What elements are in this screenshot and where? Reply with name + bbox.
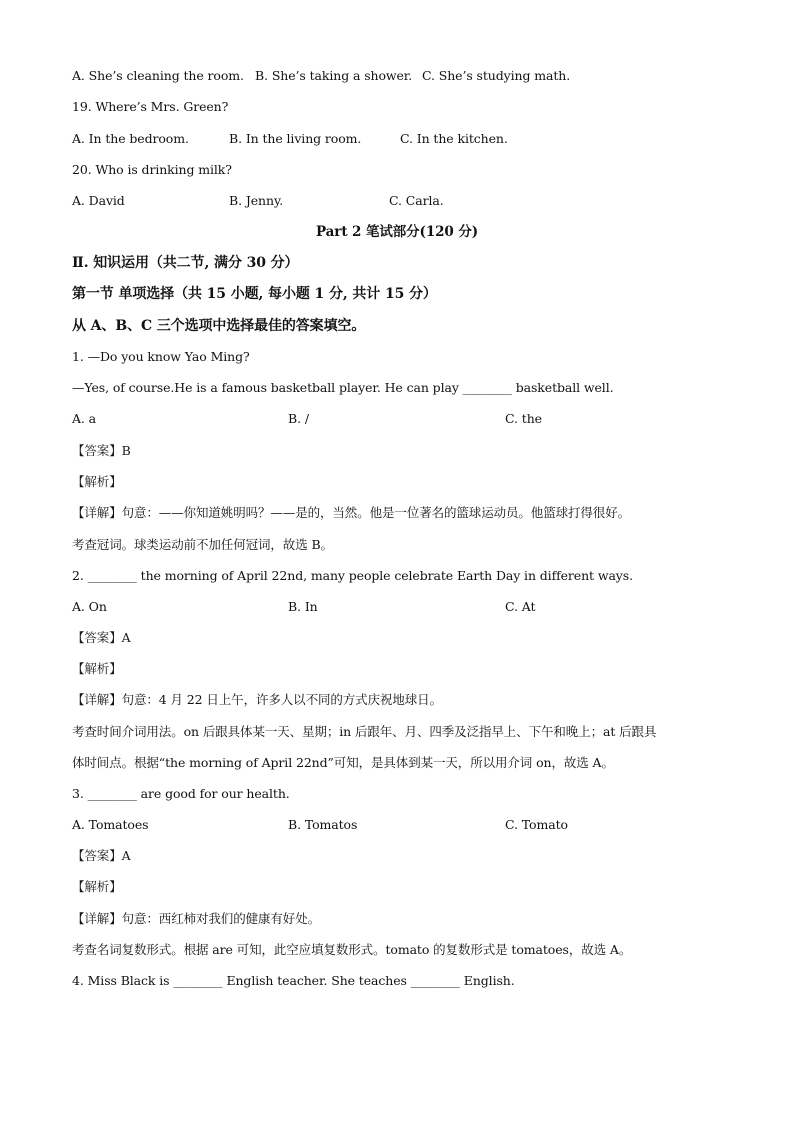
q1-detail-1: 【详解】句意：——你知道姚明吗？——是的，当然。他是一位著名的篮球运动员。他篮球打得很好。 bbox=[72, 505, 631, 520]
q2-answer: 【答案】A bbox=[72, 630, 131, 645]
part2-title: Part 2 笔试部分(120 分) bbox=[315, 224, 479, 240]
q18-options bbox=[72, 68, 732, 84]
q1-option-b: B. / bbox=[288, 411, 309, 426]
q2-option-a: A. On bbox=[72, 599, 107, 614]
q1-answer: 【答案】B bbox=[72, 443, 131, 458]
q3-line-1: 3. ________ are good for our health. bbox=[72, 786, 290, 801]
q2-analysis-label: 【解析】 bbox=[72, 661, 122, 676]
q19-option-a: A. In the bedroom. bbox=[72, 131, 189, 146]
q2-detail-2: 考查时间介词用法。on 后跟具体某一天、星期；in 后跟年、月、四季及泛指早上、下午和晚上；at 后跟具 bbox=[72, 724, 657, 739]
q2-line-1: 2. ________ the morning of April 22nd, many people celebrate Earth Day in different ways. bbox=[72, 568, 633, 583]
q1-options bbox=[72, 411, 732, 427]
q20-options bbox=[72, 193, 732, 209]
q4-line-1: 4. Miss Black is ________ English teacher. She teaches ________ English. bbox=[72, 973, 515, 988]
section2-title: Ⅱ. 知识运用（共二节, 满分 30 分） bbox=[72, 255, 299, 271]
q3-option-a: A. Tomatoes bbox=[72, 817, 149, 832]
q20-option-c: C. Carla. bbox=[389, 193, 444, 208]
q2-detail-3: 体时间点。根据“the morning of April 22nd”可知，是具体到某一天，所以用介词 on，故选 A。 bbox=[72, 755, 614, 770]
q2-option-c: C. At bbox=[505, 599, 536, 614]
q19-options bbox=[72, 131, 732, 147]
section2-part1-title: 第一节 单项选择（共 15 小题, 每小题 1 分, 共计 15 分） bbox=[72, 286, 437, 302]
q1-line-2: —Yes, of course.He is a famous basketball player. He can play ________ basketball well. bbox=[72, 380, 614, 395]
q20-option-b: B. Jenny. bbox=[229, 193, 284, 208]
q18-option-c: C. She’s studying math. bbox=[422, 68, 571, 83]
q3-option-c: C. Tomato bbox=[505, 817, 568, 832]
q20-option-a: A. David bbox=[72, 193, 125, 208]
q19-option-b: B. In the living room. bbox=[229, 131, 362, 146]
q2-option-b: B. In bbox=[288, 599, 318, 614]
q18-option-a: A. She’s cleaning the room. bbox=[72, 68, 244, 83]
q1-option-a: A. a bbox=[72, 411, 97, 426]
q3-analysis-label: 【解析】 bbox=[72, 879, 122, 894]
q2-detail-1: 【详解】句意：4 月 22 日上午，许多人以不同的方式庆祝地球日。 bbox=[72, 692, 442, 707]
q1-option-c: C. the bbox=[505, 411, 542, 426]
q3-option-b: B. Tomatos bbox=[288, 817, 358, 832]
q3-answer: 【答案】A bbox=[72, 848, 131, 863]
q3-detail-1: 【详解】句意：西红柿对我们的健康有好处。 bbox=[72, 911, 321, 926]
q3-detail-2: 考查名词复数形式。根据 are 可知，此空应填复数形式。tomato 的复数形式是 tomatoes，故选 A。 bbox=[72, 942, 632, 957]
q3-options bbox=[72, 817, 732, 833]
q20-question: 20. Who is drinking milk? bbox=[72, 162, 232, 177]
q19-option-c: C. In the kitchen. bbox=[400, 131, 508, 146]
q1-line-1: 1. —Do you know Yao Ming? bbox=[72, 349, 250, 364]
q2-options bbox=[72, 599, 732, 615]
q18-option-b: B. She’s taking a shower. bbox=[255, 68, 413, 83]
q1-detail-2: 考查冠词。球类运动前不加任何冠词，故选 B。 bbox=[72, 537, 333, 552]
instruction: 从 A、B、C 三个选项中选择最佳的答案填空。 bbox=[72, 318, 366, 334]
q1-analysis-label: 【解析】 bbox=[72, 474, 122, 489]
q19-question: 19. Where’s Mrs. Green? bbox=[72, 99, 229, 114]
